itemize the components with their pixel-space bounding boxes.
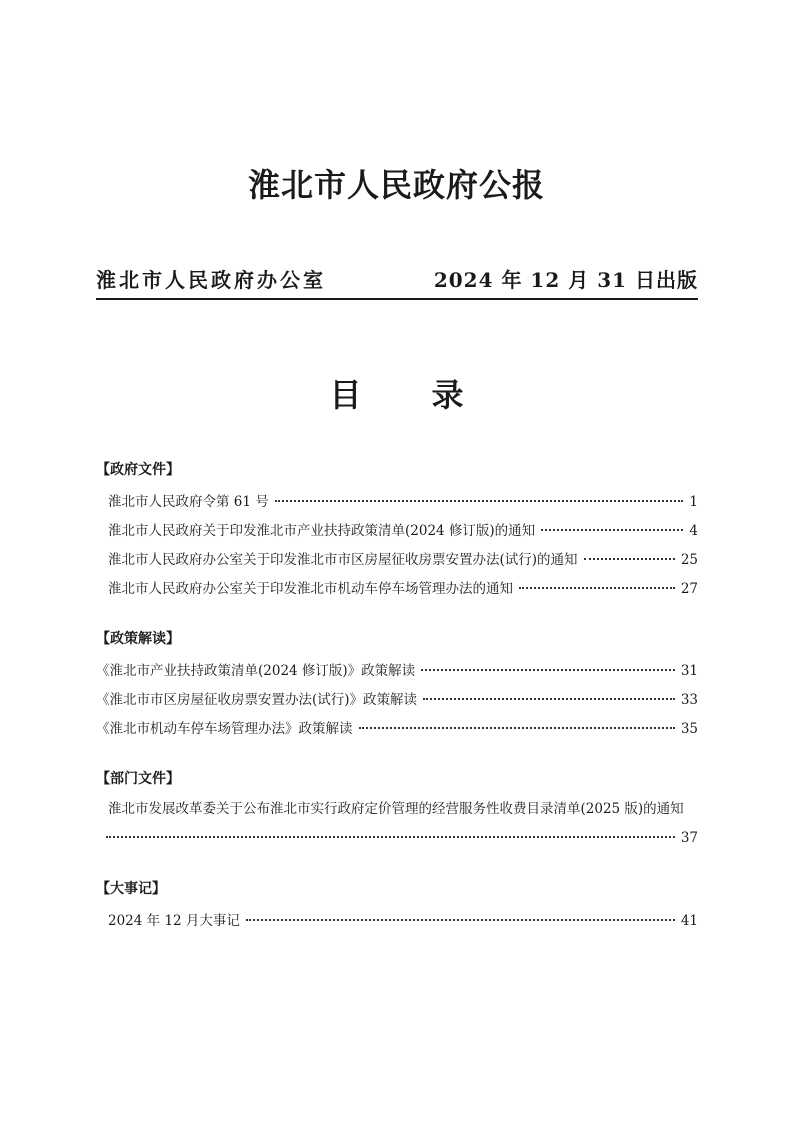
entry-page: 27 <box>680 581 698 597</box>
dot-leader <box>275 500 684 502</box>
publisher: 淮北市人民政府办公室 <box>96 268 326 292</box>
toc-entry[interactable] <box>96 488 698 517</box>
toc-entry[interactable] <box>96 795 698 853</box>
entry-page: 41 <box>680 913 698 929</box>
toc-entry[interactable] <box>96 715 698 744</box>
toc-entry[interactable] <box>96 657 698 686</box>
toc-entry[interactable] <box>96 575 698 604</box>
dot-leader <box>541 529 683 531</box>
entry-title: 淮北市人民政府令第 61 号 <box>108 494 269 510</box>
entry-page: 4 <box>689 523 698 539</box>
toc-entry[interactable] <box>96 546 698 575</box>
dot-leader <box>421 669 675 671</box>
entry-title: 淮北市人民政府办公室关于印发淮北市机动车停车场管理办法的通知 <box>108 581 513 597</box>
entry-title: 淮北市人民政府办公室关于印发淮北市市区房屋征收房票安置办法(试行)的通知 <box>108 552 578 568</box>
dot-leader <box>246 919 675 921</box>
section-department-documents <box>96 769 698 853</box>
section-government-documents <box>96 460 698 604</box>
toc-entry[interactable] <box>96 686 698 715</box>
dot-leader <box>584 558 675 560</box>
bulletin-title: 淮北市人民政府公报 <box>247 166 545 204</box>
section-chronicle <box>96 879 698 936</box>
section-heading: 【部门文件】 <box>96 771 180 787</box>
entry-title: 《淮北市市区房屋征收房票安置办法(试行)》政策解读 <box>96 692 418 708</box>
section-heading: 【政府文件】 <box>96 462 180 478</box>
entry-page: 35 <box>680 721 698 737</box>
entry-title: 淮北市发展改革委关于公布淮北市实行政府定价管理的经营服务性收费目录清单(2025 版)的通知 <box>108 801 684 817</box>
toc-title: 目录 <box>329 376 534 414</box>
dot-leader <box>106 836 675 838</box>
entry-title: 2024 年 12 月大事记 <box>108 913 240 929</box>
entry-title: 淮北市人民政府关于印发淮北市产业扶持政策清单(2024 修订版)的通知 <box>108 523 536 539</box>
entry-page: 31 <box>680 663 698 679</box>
dot-leader <box>423 698 675 700</box>
section-heading: 【大事记】 <box>96 881 166 897</box>
entry-page: 25 <box>680 552 698 568</box>
section-heading: 【政策解读】 <box>96 631 180 647</box>
entry-page: 33 <box>680 692 698 708</box>
dot-leader <box>519 587 675 589</box>
entry-title: 《淮北市机动车停车场管理办法》政策解读 <box>96 721 353 737</box>
dot-leader <box>359 727 675 729</box>
section-policy-interpretation <box>96 629 698 744</box>
toc-entry[interactable] <box>96 907 698 936</box>
entry-page: 1 <box>689 494 698 510</box>
masthead <box>96 264 698 300</box>
entry-title: 《淮北市产业扶持政策清单(2024 修订版)》政策解读 <box>96 663 416 679</box>
publication-date: 2024 年 12 月 31 日出版 <box>433 268 698 292</box>
toc-entry[interactable] <box>96 517 698 546</box>
entry-page: 37 <box>680 830 698 846</box>
